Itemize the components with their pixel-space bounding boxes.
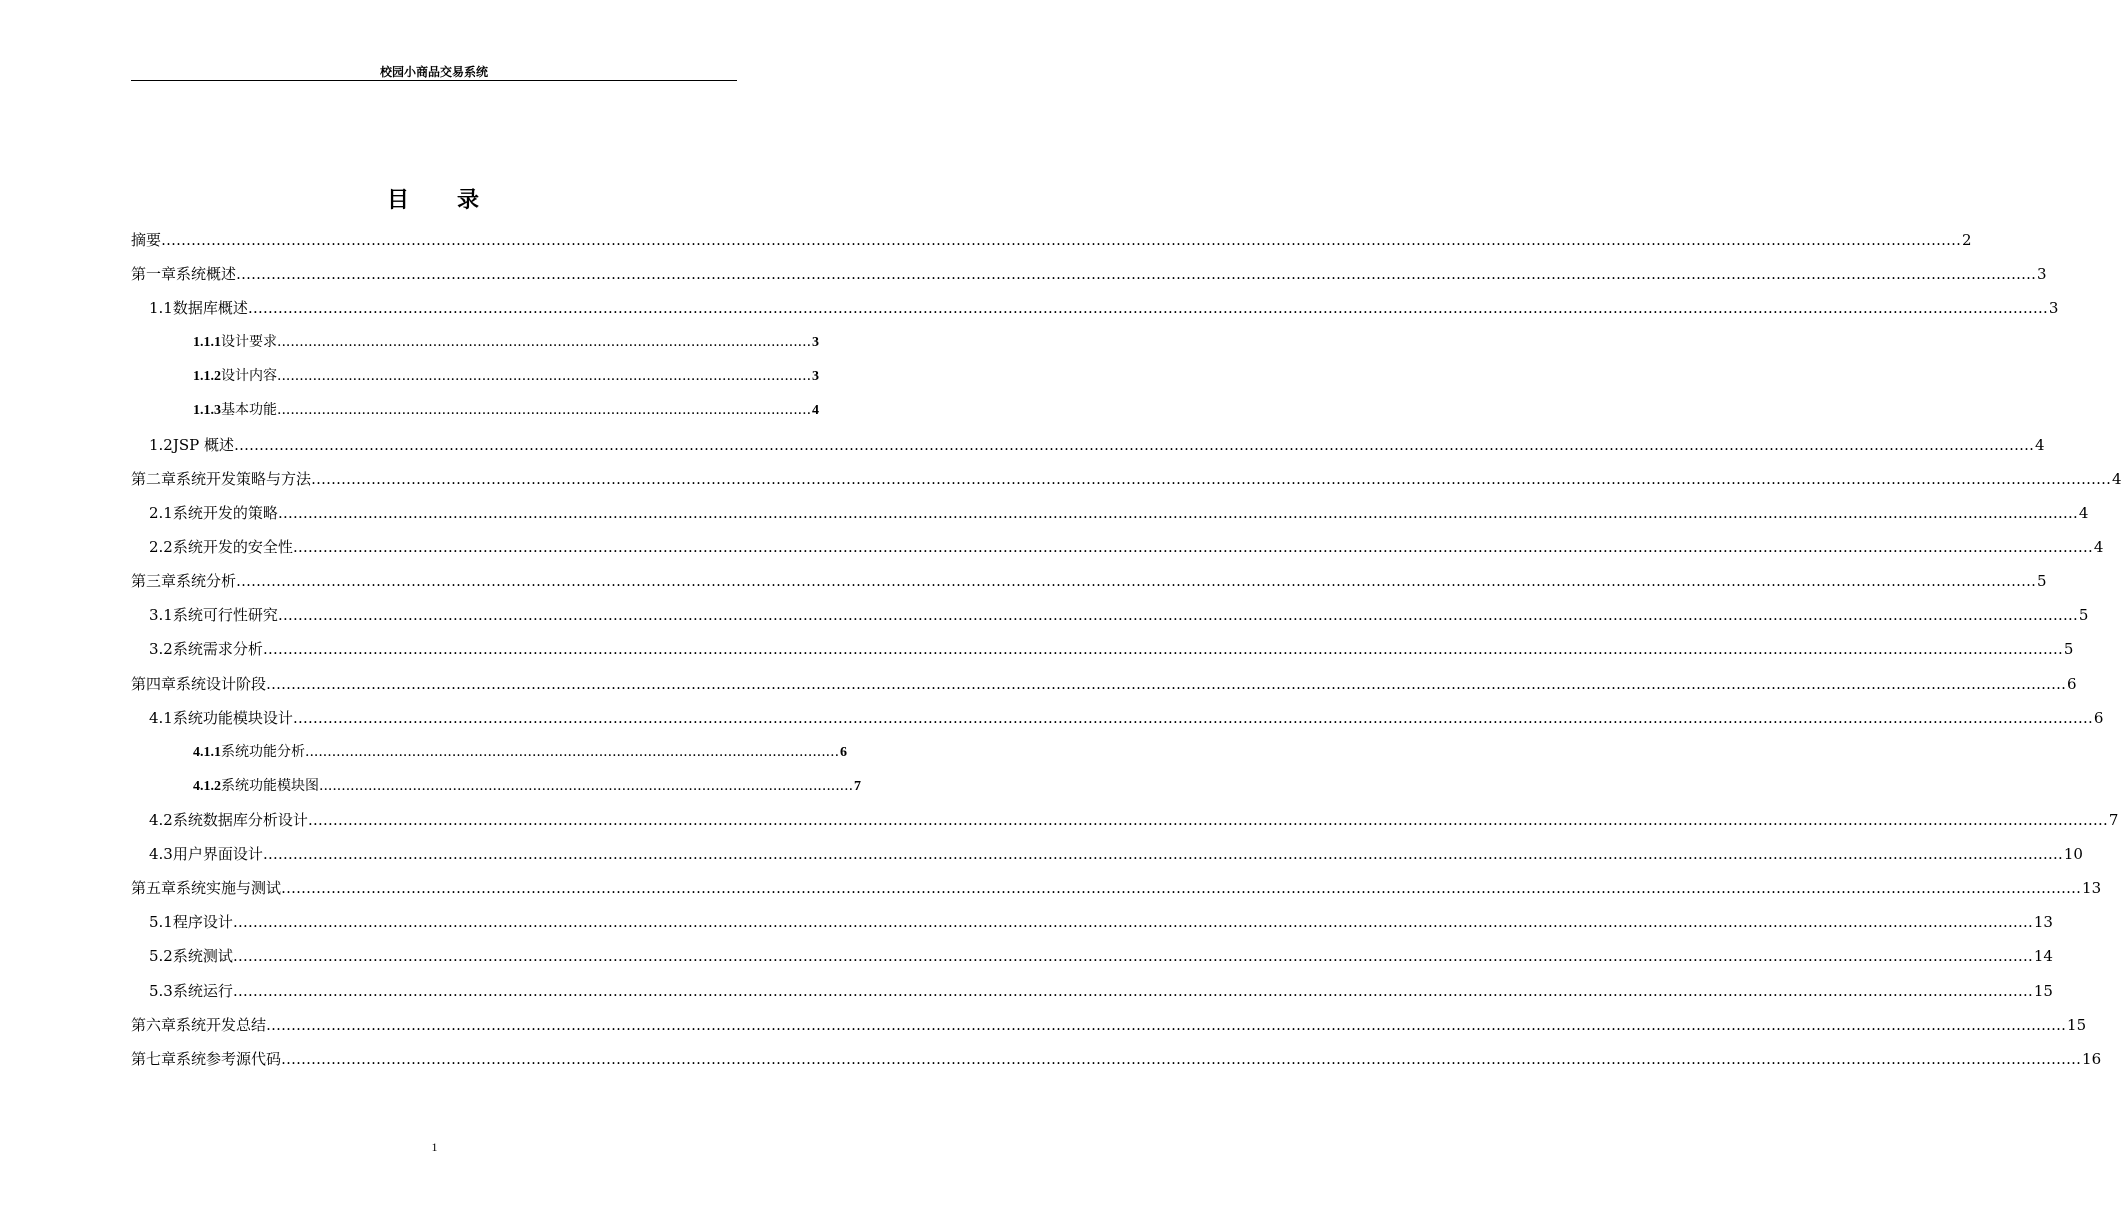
- toc-entry[interactable]: [131, 877, 2102, 899]
- toc-entry-number: 第二章: [131, 470, 177, 488]
- toc-entry-label: 系统设计阶段: [176, 675, 267, 693]
- toc-leader-dots: ........................................................................................................................: [277, 334, 812, 350]
- toc-entry[interactable]: [149, 945, 2053, 967]
- toc-entry-page: 2: [1962, 231, 1972, 249]
- toc-entry-number: 1.1.2: [193, 369, 221, 384]
- toc-entry-number: 1.1.1: [193, 335, 221, 350]
- toc-leader-dots: ………………………………………………………………………………………………………………………………………………………………………………………………………………………………………………………………………………………………………………………………: [236, 572, 2037, 590]
- toc-entry-label: 系统开发策略与方法: [176, 470, 312, 488]
- toc-entry-page: 3: [2037, 265, 2047, 283]
- toc-entry-number: 3.2: [149, 640, 173, 658]
- toc-entry-number: 4.2: [149, 811, 173, 829]
- toc-entry-page: 15: [2067, 1016, 2087, 1034]
- toc-entry-page: 5: [2078, 606, 2089, 624]
- toc-entry-label: 用户界面设计: [172, 845, 263, 863]
- toc-entry-number: 4.1: [149, 709, 173, 727]
- toc-entry-page: 3: [2048, 299, 2059, 317]
- toc-entry-page: 5: [2063, 640, 2074, 658]
- toc-entry-page: 4: [2093, 538, 2104, 556]
- page-number: 1: [431, 1140, 438, 1154]
- toc-title-right: 录: [457, 188, 482, 213]
- toc-entry-label: 系统功能模块设计: [172, 709, 293, 727]
- toc-leader-dots: ………………………………………………………………………………………………………………………………………………………………………………………………………………………………………………………………………………………………………………………………: [266, 675, 2067, 693]
- toc-leader-dots: ………………………………………………………………………………………………………………………………………………………………………………………………………………………………………………………………………………………………………………………………: [232, 913, 2033, 931]
- toc-entry-number: 第七章: [131, 1050, 177, 1068]
- toc-entry-label: 程序设计: [172, 913, 233, 931]
- toc-entry-label: 系统开发的安全性: [172, 538, 293, 556]
- toc-entry-label: 系统开发总结: [176, 1016, 267, 1034]
- toc-entry-label: 系统参考源代码: [176, 1050, 282, 1068]
- toc-entry-label: 系统可行性研究: [172, 606, 278, 624]
- toc-entry-page: 7: [854, 779, 862, 794]
- toc-leader-dots: ........................................................................................................................: [277, 368, 812, 384]
- toc-leader-dots: ………………………………………………………………………………………………………………………………………………………………………………………………………………………………………………………………………………………………………………………………: [247, 299, 2048, 317]
- toc-entry[interactable]: [193, 365, 820, 387]
- toc-entry[interactable]: [131, 1048, 2102, 1070]
- toc-entry-label: 系统运行: [172, 982, 233, 1000]
- toc-title-left: 目: [386, 188, 411, 213]
- toc-entry-label: 系统需求分析: [172, 640, 263, 658]
- toc-entry-number: 1.1.3: [193, 403, 221, 418]
- toc-leader-dots: ........................................................................................................................: [319, 778, 854, 794]
- toc-leader-dots: ………………………………………………………………………………………………………………………………………………………………………………………………………………………………………………………………………………………………………………………………: [292, 538, 2093, 556]
- toc-leader-dots: ………………………………………………………………………………………………………………………………………………………………………………………………………………………………………………………………………………………………………………………………: [262, 845, 2063, 863]
- toc-entry-number: 第六章: [131, 1016, 177, 1034]
- toc-entry-page: 14: [2033, 947, 2053, 965]
- toc-leader-dots: ………………………………………………………………………………………………………………………………………………………………………………………………………………………………………………………………………………………………………………………………: [236, 265, 2037, 283]
- toc-entry-label: 系统分析: [176, 572, 237, 590]
- toc-entry-label: 系统功能分析: [221, 744, 305, 760]
- toc-entry-page: 7: [2108, 811, 2119, 829]
- toc-entry[interactable]: [131, 468, 2122, 490]
- toc-entry-page: 16: [2082, 1050, 2102, 1068]
- toc-entry-number: 2.1: [149, 504, 173, 522]
- page-header-title: 校园小商品交易系统: [379, 65, 488, 79]
- toc-entry-number: 4.1.1: [193, 745, 221, 760]
- toc-entry[interactable]: [149, 434, 2045, 456]
- toc-entry[interactable]: [149, 604, 2089, 626]
- toc-entry-page: 4: [2078, 504, 2089, 522]
- toc-entry[interactable]: [131, 673, 2077, 695]
- toc-leader-dots: ………………………………………………………………………………………………………………………………………………………………………………………………………………………………………………………………………………………………………………………………: [266, 1016, 2067, 1034]
- toc-leader-dots: ………………………………………………………………………………………………………………………………………………………………………………………………………………………………………………………………………………………………………………………………: [307, 811, 2108, 829]
- toc-entry-number: 1.1: [149, 299, 173, 317]
- toc-title: [131, 183, 737, 214]
- toc-entry-label: JSP 概述: [172, 436, 235, 454]
- toc-entry-page: 6: [2093, 709, 2104, 727]
- toc-entry[interactable]: [193, 741, 848, 763]
- toc-leader-dots: ........................................................................................................................: [305, 744, 840, 760]
- toc-leader-dots: ………………………………………………………………………………………………………………………………………………………………………………………………………………………………………………………………………………………………………………………………: [262, 640, 2063, 658]
- toc-entry-number: 第五章: [131, 879, 177, 897]
- toc-entry[interactable]: [131, 263, 2047, 285]
- toc-entry[interactable]: [149, 843, 2083, 865]
- toc-entry-number: 2.2: [149, 538, 173, 556]
- toc-leader-dots: ........................................................................................................................: [277, 402, 812, 418]
- toc-entry-number: 1.2: [149, 436, 173, 454]
- toc-entry[interactable]: [149, 502, 2089, 524]
- toc-entry[interactable]: [149, 638, 2074, 660]
- toc-entry-number: 4.3: [149, 845, 173, 863]
- toc-entry-label: 系统开发的策略: [172, 504, 278, 522]
- toc-entry-label: 数据库概述: [172, 299, 248, 317]
- toc-entry-page: 13: [2082, 879, 2102, 897]
- toc-leader-dots: ………………………………………………………………………………………………………………………………………………………………………………………………………………………………………………………………………………………………………………………………: [232, 982, 2033, 1000]
- toc-entry-label: 基本功能: [221, 402, 277, 418]
- toc-entry-number: 第一章: [131, 265, 177, 283]
- toc-entry[interactable]: [149, 297, 2059, 319]
- toc-entry[interactable]: [149, 911, 2053, 933]
- toc-leader-dots: ………………………………………………………………………………………………………………………………………………………………………………………………………………………………………………………………………………………………………………………………: [281, 879, 2082, 897]
- header-rule: [131, 80, 737, 81]
- toc-entry[interactable]: [131, 229, 1972, 251]
- toc-entry-label: 系统数据库分析设计: [172, 811, 308, 829]
- toc-entry-label: 设计要求: [221, 334, 277, 350]
- toc-entry[interactable]: [149, 980, 2053, 1002]
- toc-entry-label: 系统功能模块图: [221, 778, 319, 794]
- toc-entry-number: 5.3: [149, 982, 173, 1000]
- toc-entry-label: 系统测试: [172, 947, 233, 965]
- toc-entry-label: 摘要: [131, 231, 162, 249]
- toc-leader-dots: ………………………………………………………………………………………………………………………………………………………………………………………………………………………………………………………………………………………………………………………………: [281, 1050, 2082, 1068]
- toc-entry-page: 3: [812, 335, 820, 350]
- toc-entry-number: 3.1: [149, 606, 173, 624]
- toc-entry-page: 10: [2063, 845, 2083, 863]
- toc-entry-label: 设计内容: [221, 368, 277, 384]
- toc-entry-page: 4: [2112, 470, 2122, 488]
- toc-entry[interactable]: [193, 399, 820, 421]
- toc-entry[interactable]: [149, 809, 2119, 831]
- toc-entry-label: 系统概述: [176, 265, 237, 283]
- toc-entry-page: 4: [812, 403, 820, 418]
- toc-leader-dots: ………………………………………………………………………………………………………………………………………………………………………………………………………………………………………………………………………………………………………………………………: [292, 709, 2093, 727]
- toc-entry[interactable]: [131, 1014, 2087, 1036]
- toc-entry-label: 系统实施与测试: [176, 879, 282, 897]
- toc-leader-dots: ………………………………………………………………………………………………………………………………………………………………………………………………………………………………………………………………………………………………………………………………: [232, 947, 2033, 965]
- toc-entry[interactable]: [149, 707, 2104, 729]
- toc-entry-number: 5.2: [149, 947, 173, 965]
- toc-leader-dots: ………………………………………………………………………………………………………………………………………………………………………………………………………………………………………………………………………………………………………………………………: [161, 231, 1962, 249]
- toc-leader-dots: ………………………………………………………………………………………………………………………………………………………………………………………………………………………………………………………………………………………………………………………………: [311, 470, 2112, 488]
- toc-leader-dots: ………………………………………………………………………………………………………………………………………………………………………………………………………………………………………………………………………………………………………………………………: [277, 504, 2078, 522]
- toc-entry-page: 13: [2033, 913, 2053, 931]
- toc-leader-dots: ………………………………………………………………………………………………………………………………………………………………………………………………………………………………………………………………………………………………………………………………: [234, 436, 2035, 454]
- toc-entry-number: 4.1.2: [193, 779, 221, 794]
- toc-entry[interactable]: [193, 775, 862, 797]
- toc-entry-page: 15: [2033, 982, 2053, 1000]
- toc-entry-page: 3: [812, 369, 820, 384]
- toc-entry-number: 第三章: [131, 572, 177, 590]
- toc-entry-number: 5.1: [149, 913, 173, 931]
- toc-entry[interactable]: [131, 570, 2047, 592]
- toc-leader-dots: ………………………………………………………………………………………………………………………………………………………………………………………………………………………………………………………………………………………………………………………………: [277, 606, 2078, 624]
- toc-entry[interactable]: [193, 331, 820, 353]
- toc-entry-page: 6: [840, 745, 848, 760]
- toc-entry-page: 4: [2035, 436, 2045, 454]
- toc-entry-page: 5: [2037, 572, 2047, 590]
- toc-entry[interactable]: [149, 536, 2104, 558]
- toc-entry-number: 第四章: [131, 675, 177, 693]
- toc-entry-page: 6: [2067, 675, 2077, 693]
